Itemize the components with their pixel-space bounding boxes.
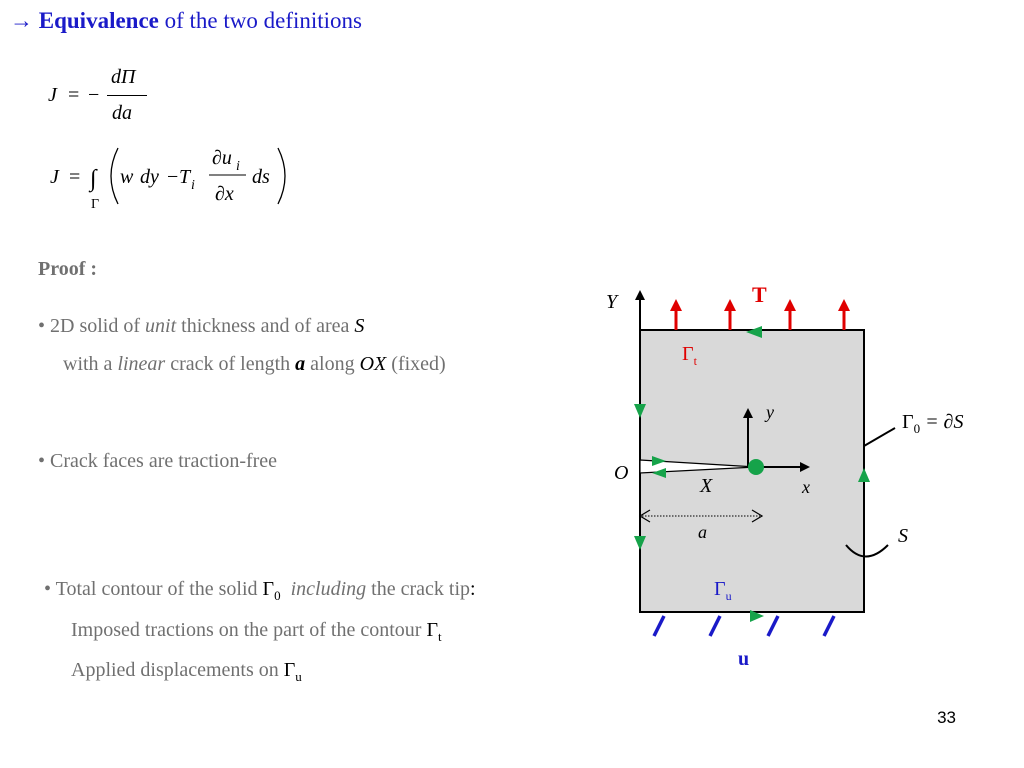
b1l2-p3: along bbox=[305, 353, 360, 375]
eq1-denominator bbox=[112, 102, 132, 125]
b3-p1: • Total contour of the solid bbox=[44, 578, 263, 600]
b1-p2: thickness and of area bbox=[176, 315, 355, 337]
crack-diagram bbox=[590, 270, 1010, 690]
equation-1 bbox=[48, 84, 57, 107]
bullet-linear-crack bbox=[63, 353, 446, 376]
eq2-integral: ∫ bbox=[90, 166, 97, 192]
slide-title bbox=[10, 8, 362, 34]
equation-2 bbox=[40, 140, 300, 220]
title-arrow: → bbox=[10, 8, 33, 33]
b3-colon: : bbox=[470, 578, 476, 600]
b3l3-p1: Applied displacements on bbox=[71, 659, 284, 681]
label-x: x bbox=[802, 477, 810, 497]
label-a: a bbox=[698, 522, 707, 542]
eq1-equals bbox=[68, 84, 79, 107]
label-Y: Y bbox=[606, 291, 618, 313]
bullet-total-contour bbox=[44, 578, 476, 604]
label-X: X bbox=[700, 475, 713, 497]
gamma-u-sub: u bbox=[725, 589, 732, 603]
gamma0-rest: = ∂S bbox=[920, 411, 964, 433]
label-O: O bbox=[614, 462, 629, 484]
applied-displacements-line bbox=[71, 659, 302, 685]
support-hatch bbox=[824, 616, 834, 636]
eq2-ds: ds bbox=[252, 166, 270, 188]
b1l2-linear: linear bbox=[117, 353, 166, 375]
eq1-fraction-bar bbox=[107, 95, 147, 96]
b1-unit: unit bbox=[145, 315, 177, 337]
gamma0-leader bbox=[864, 428, 895, 446]
b3-p2: the crack tip bbox=[366, 578, 470, 600]
eq2-lhs: J bbox=[50, 166, 59, 188]
eq2-num-sub: i bbox=[236, 159, 240, 174]
eq2-num: ∂u bbox=[212, 147, 232, 169]
imposed-tractions-line bbox=[71, 619, 442, 645]
gamma0-symbol: Γ bbox=[902, 411, 914, 433]
page-number: 33 bbox=[937, 708, 956, 727]
b1l2-p4: (fixed) bbox=[386, 353, 446, 375]
b3l2-gamma: Γ bbox=[426, 619, 439, 641]
eq2-minus: − bbox=[167, 166, 179, 188]
b3-gamma0: Γ bbox=[262, 578, 275, 600]
label-y: y bbox=[766, 402, 774, 422]
eq2-equals: = bbox=[69, 166, 81, 188]
gamma-u-symbol: Γ bbox=[714, 578, 726, 600]
b3-gamma0-sub: 0 bbox=[274, 588, 281, 603]
eq2-w: w bbox=[120, 166, 134, 188]
b1l2-a: a bbox=[295, 353, 306, 375]
eq2-right-paren bbox=[278, 148, 285, 204]
displacement-supports bbox=[654, 616, 834, 636]
eq2-left-paren bbox=[111, 148, 118, 204]
b1-p1: • 2D solid of bbox=[38, 315, 146, 337]
eq1-eq-sign: = bbox=[68, 84, 80, 106]
b1l2-p1: with a bbox=[63, 353, 118, 375]
eq1-minus-sign: − bbox=[88, 84, 100, 106]
eq2-T: T bbox=[179, 166, 191, 188]
support-hatch bbox=[710, 616, 720, 636]
gamma-t-sub: t bbox=[693, 354, 697, 368]
b3l3-gamma: Γ bbox=[283, 659, 296, 681]
b1l2-p2: crack of length bbox=[165, 353, 296, 375]
label-S: S bbox=[898, 525, 908, 547]
gamma0-sub: 0 bbox=[913, 421, 921, 436]
b3l2-p1: Imposed tractions on the part of the contour bbox=[71, 619, 427, 641]
b1l2-OX: OX bbox=[359, 353, 387, 375]
label-gamma0 bbox=[902, 411, 963, 436]
eq2-dy: dy bbox=[140, 166, 159, 188]
title-rest: of the two definitions bbox=[158, 8, 363, 33]
bullet-2d-solid bbox=[38, 315, 364, 338]
eq1-numerator bbox=[111, 66, 135, 89]
label-T: T bbox=[752, 282, 767, 307]
eq1-den-text: da bbox=[112, 102, 132, 124]
eq1-minus bbox=[88, 84, 99, 107]
bullet-traction-free: • Crack faces are traction-free bbox=[38, 450, 278, 472]
title-bold: Equivalence bbox=[38, 8, 159, 33]
eq2-integral-sub: Γ bbox=[91, 197, 100, 212]
b3l3-sub: u bbox=[295, 669, 302, 684]
support-hatch bbox=[768, 616, 778, 636]
b3l2-sub: t bbox=[438, 629, 442, 644]
proof-label: Proof : bbox=[38, 258, 98, 280]
support-hatch bbox=[654, 616, 664, 636]
gamma-t-symbol: Γ bbox=[682, 343, 694, 365]
eq1-lhs: J bbox=[48, 84, 57, 106]
eq1-num-text: dΠ bbox=[111, 66, 136, 88]
b3-including: including bbox=[290, 578, 367, 600]
b1-S: S bbox=[354, 315, 365, 337]
crack-tip bbox=[748, 459, 764, 475]
eq2-T-sub: i bbox=[191, 178, 195, 193]
eq2-den: ∂x bbox=[215, 183, 234, 205]
label-u: u bbox=[738, 648, 750, 670]
